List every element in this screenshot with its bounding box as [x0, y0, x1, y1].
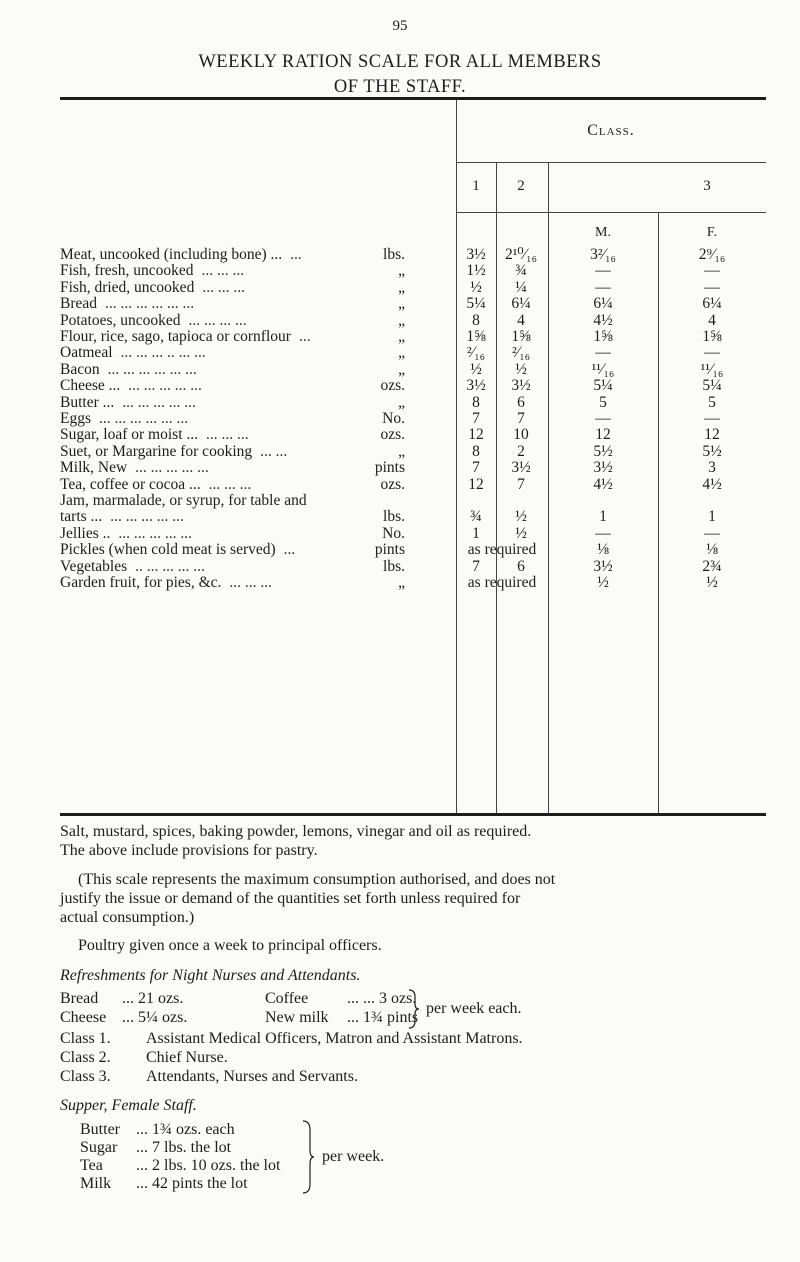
row-class-3-male-value: —: [595, 344, 611, 362]
row-unit: „: [398, 442, 405, 460]
row-class-3-male-value: 6¼: [593, 295, 613, 313]
row-class-1-value: 8: [472, 311, 480, 329]
row-class-3-male-value: —: [595, 524, 611, 542]
row-unit: lbs.: [383, 557, 405, 575]
row-item-label: Butter ...: [60, 393, 115, 411]
row-unit: „: [398, 328, 405, 345]
row-unit: „: [398, 393, 405, 411]
row-leader-dots: ... ... ... ... ...: [135, 459, 209, 477]
row-unit: „: [398, 344, 405, 362]
row-leader-dots: ...: [283, 541, 296, 559]
row-class-2-value: 3½: [511, 459, 531, 477]
column-header-1: 1: [472, 178, 480, 194]
row-class-1-value: 1: [472, 524, 480, 542]
sub-header-male: M.: [595, 225, 611, 240]
row-class-3-male-value: 12: [595, 426, 611, 444]
row-class-1-value: 8: [472, 393, 480, 411]
refreshments-per-week: per week each.: [426, 1000, 522, 1017]
row-class-3-female-value: —: [704, 524, 720, 542]
row-unit: „: [398, 295, 405, 313]
row-class-3-male-value: —: [595, 278, 611, 296]
supper-heading: Supper, Female Staff.: [60, 1097, 197, 1114]
class-1-text: Assistant Medical Officers, Matron and Assistant Matrons.: [146, 1030, 523, 1047]
row-class-3-male-value: 5¼: [593, 377, 613, 395]
row-unit: „: [398, 311, 405, 329]
row-item-label: Flour, rice, sago, tapioca or cornflour: [60, 328, 291, 345]
row-class-3-male-value: 4½: [593, 311, 613, 329]
page-title: [60, 50, 740, 100]
row-unit: ozs.: [380, 426, 405, 444]
supper-item-value: ... 7 lbs. the lot: [136, 1139, 232, 1156]
row-class-3-male-value: ½: [597, 574, 609, 591]
row-class-2-value: ½: [515, 508, 527, 526]
row-leader-dots: ... ... ... ... ...: [122, 393, 196, 411]
table-row: [0, 426, 800, 443]
row-class-2-value: 10: [513, 426, 529, 444]
cheese-value: ... 5¼ ozs.: [122, 1009, 188, 1026]
row-class-1-value: 12: [468, 475, 484, 493]
row-item-label: Bacon: [60, 360, 100, 378]
row-unit: pints: [374, 459, 405, 477]
row-class-1-value: 5¼: [466, 295, 486, 313]
table-row: [0, 574, 800, 591]
column-header-3: 3: [703, 178, 711, 194]
table-divider: [456, 162, 766, 163]
row-item-label: Bread: [60, 295, 98, 313]
supper-item-label: Sugar: [80, 1139, 118, 1156]
row-class-2-value: 7: [517, 475, 525, 493]
row-class-3-female-value: —: [704, 410, 720, 427]
row-class-3-female-value: 5½: [702, 442, 722, 460]
row-class-3-male-value: ¹¹⁄₁₆: [591, 360, 615, 378]
row-class-1-value: ½: [470, 360, 482, 378]
table-row: [0, 394, 800, 411]
row-class-2-value: ½: [515, 524, 527, 542]
supper-item-label: Butter: [80, 1121, 120, 1138]
note-scale-line-3: actual consumption.): [60, 909, 195, 926]
table-row: [0, 262, 800, 279]
note-scale-line-2: justify the issue or demand of the quantities set forth unless required for: [60, 890, 521, 907]
table-row: [0, 295, 800, 312]
table-row: [0, 279, 800, 296]
table-row: [0, 558, 800, 575]
row-class-1-2-spanning-value: as required: [467, 541, 537, 559]
note-scale-line-1: (This scale represents the maximum consumption authorised, and does not: [78, 871, 556, 888]
title-line-2: OF THE STAFF.: [333, 77, 467, 97]
row-class-2-value: 3½: [511, 377, 531, 395]
row-leader-dots: ... ... ... ... ...: [110, 508, 184, 526]
supper-item-value: ... 2 lbs. 10 ozs. the lot: [136, 1157, 281, 1174]
row-class-3-female-value: 2¾: [702, 557, 722, 575]
row-unit: ozs.: [380, 475, 405, 493]
bread-label: Bread: [60, 990, 99, 1007]
row-class-3-male-value: —: [595, 410, 611, 427]
coffee-value: ... ... 3 ozs.: [347, 990, 417, 1007]
row-unit: „: [398, 360, 405, 378]
supper-item-label: Milk: [80, 1175, 112, 1192]
row-class-2-value: 1⅝: [511, 328, 531, 345]
sub-header-female: F.: [706, 225, 718, 240]
row-leader-dots: ... ... ... ... ... ...: [99, 410, 189, 427]
row-class-3-female-value: ⅛: [706, 541, 718, 559]
row-class-1-value: 7: [472, 459, 480, 477]
row-item-label: Tea, coffee or cocoa ...: [60, 475, 201, 493]
note-pastry: The above include provisions for pastry.: [60, 842, 318, 859]
row-unit: lbs.: [383, 246, 405, 263]
row-class-3-female-value: 4: [708, 311, 716, 329]
row-item-label: Fish, fresh, uncooked: [60, 262, 194, 280]
row-class-3-female-value: 2⁹⁄₁₆: [698, 246, 726, 263]
row-class-1-value: ½: [470, 278, 482, 296]
row-class-1-value: 1½: [466, 262, 486, 280]
row-leader-dots: ... ... ... ... ... ...: [107, 360, 197, 378]
page-number: 95: [392, 18, 408, 34]
row-class-2-value: 6: [517, 393, 525, 411]
row-class-2-value: ²⁄₁₆: [511, 344, 531, 362]
row-class-1-2-spanning-value: as required: [467, 574, 537, 591]
row-item-label: Jellies ..: [60, 524, 111, 542]
row-class-3-male-value: ⅛: [597, 541, 609, 559]
row-class-1-value: 7: [472, 410, 480, 427]
table-row: [0, 410, 800, 427]
note-salt: Salt, mustard, spices, baking powder, lemons, vinegar and oil as required.: [60, 823, 532, 840]
row-class-3-female-value: 5: [708, 393, 716, 411]
row-class-3-female-value: —: [704, 262, 720, 280]
class-1-label: Class 1.: [60, 1030, 111, 1047]
bread-value: ... 21 ozs.: [122, 990, 184, 1007]
row-item-label: Potatoes, uncooked: [60, 311, 181, 329]
row-unit: „: [398, 574, 405, 591]
refreshments-heading: Refreshments for Night Nurses and Attendants.: [60, 967, 361, 984]
row-leader-dots: ... ... ...: [229, 574, 273, 591]
row-class-1-value: 7: [472, 557, 480, 575]
row-class-3-female-value: 3: [708, 459, 716, 477]
row-leader-dots: ... ... ...: [208, 475, 252, 493]
row-class-3-male-value: 5: [599, 393, 607, 411]
row-class-3-male-value: 1⅝: [593, 328, 613, 345]
row-item-label: tarts ...: [60, 508, 103, 526]
supper-item-label: Tea: [80, 1157, 103, 1174]
milk-label: New milk: [265, 1009, 329, 1026]
row-class-3-female-value: 12: [704, 426, 720, 444]
milk-value: ... 1¾ pints: [347, 1009, 419, 1026]
row-leader-dots: ... ... ... ...: [188, 311, 247, 329]
row-class-3-female-value: ½: [706, 574, 718, 591]
row-leader-dots: ... ... ... ... ... ...: [105, 295, 195, 313]
row-class-1-value: ¾: [470, 508, 482, 526]
row-unit: No.: [382, 410, 405, 427]
row-class-3-male-value: 3½: [593, 557, 613, 575]
row-class-3-male-value: —: [595, 262, 611, 280]
cheese-label: Cheese: [60, 1009, 107, 1026]
row-class-1-value: 3½: [466, 246, 486, 263]
row-class-3-male-value: 5½: [593, 442, 613, 460]
table-row: [0, 443, 800, 460]
row-unit: „: [398, 278, 405, 296]
row-leader-dots: .. ... ... ... ...: [135, 557, 205, 575]
row-class-2-value: 2: [517, 442, 525, 460]
row-item-label: Pickles (when cold meat is served): [60, 541, 276, 559]
refreshments-brace: [406, 989, 420, 1029]
row-class-2-value: 2¹⁰⁄₁₆: [504, 246, 537, 263]
row-class-3-male-value: 1: [599, 508, 607, 526]
table-row: [0, 312, 800, 329]
row-unit: pints: [374, 541, 405, 559]
row-leader-dots: ...: [290, 246, 302, 263]
row-item-label: Fish, dried, uncooked: [60, 278, 195, 296]
supper-per-week: per week.: [322, 1148, 385, 1165]
row-item-label: Suet, or Margarine for cooking: [60, 442, 253, 460]
row-class-1-value: 8: [472, 442, 480, 460]
row-class-1-value: 3½: [466, 377, 486, 395]
table-row: [0, 328, 800, 345]
row-leader-dots: ... ... ... .. ... ...: [120, 344, 206, 362]
row-class-2-value: 6: [517, 557, 525, 575]
row-class-1-value: 12: [468, 426, 484, 444]
title-line-1: WEEKLY RATION SCALE FOR ALL MEMBERS: [198, 52, 602, 72]
row-item-label: Sugar, loaf or moist ...: [60, 426, 199, 444]
row-item-label: Cheese ...: [60, 377, 121, 395]
row-class-3-male-value: 3²⁄₁₆: [590, 246, 616, 263]
row-leader-dots: ... ... ... ... ...: [118, 524, 192, 542]
table-row: [0, 508, 800, 525]
row-class-2-value: 4: [517, 311, 525, 329]
row-leader-dots: ... ... ...: [206, 426, 249, 444]
supper-brace: [300, 1120, 316, 1194]
row-class-1-value: 1⅝: [466, 328, 486, 345]
row-class-2-value: ¼: [515, 278, 527, 296]
table-row: [0, 361, 800, 378]
note-poultry: Poultry given once a week to principal officers.: [78, 937, 382, 954]
row-class-3-female-value: 6¼: [702, 295, 722, 313]
row-class-3-female-value: 1⅝: [702, 328, 722, 345]
row-class-3-female-value: ¹¹⁄₁₆: [700, 360, 724, 378]
row-class-3-female-value: —: [704, 278, 720, 296]
row-class-3-male-value: 4½: [593, 475, 613, 493]
supper-item-value: ... 1¾ ozs. each: [136, 1121, 235, 1138]
row-class-3-female-value: —: [704, 344, 720, 362]
table-row: [0, 492, 800, 509]
row-class-3-female-value: 1: [708, 508, 716, 526]
class-2-label: Class 2.: [60, 1049, 111, 1066]
table-row: [0, 246, 800, 263]
row-leader-dots: ... ... ... ... ...: [128, 377, 202, 395]
table-row: [0, 476, 800, 493]
row-unit: ozs.: [380, 377, 405, 395]
table-bottom-rule: [60, 813, 766, 816]
row-leader-dots: ... ... ...: [202, 278, 245, 296]
supper-item-value: ... 42 pints the lot: [136, 1175, 248, 1192]
row-leader-dots: ... ...: [260, 442, 288, 460]
class-2-text: Chief Nurse.: [146, 1049, 228, 1066]
row-class-3-male-value: 3½: [593, 459, 613, 477]
row-class-1-value: ²⁄₁₆: [466, 344, 486, 362]
row-item-label: Meat, uncooked (including bone) ...: [60, 246, 283, 263]
class-3-label: Class 3.: [60, 1068, 111, 1085]
table-top-rule: [60, 97, 766, 100]
row-item-label: Oatmeal: [60, 344, 113, 362]
row-item-label: Vegetables: [60, 557, 128, 575]
table-row: [0, 459, 800, 476]
row-class-3-female-value: 5¼: [702, 377, 722, 395]
row-unit: „: [398, 262, 405, 280]
row-item-label: Jam, marmalade, or syrup, for table and: [60, 492, 307, 509]
class-header: Class.: [587, 122, 635, 139]
row-class-2-value: 6¼: [511, 295, 531, 313]
column-header-2: 2: [517, 178, 525, 194]
row-class-2-value: ¾: [515, 262, 527, 280]
coffee-label: Coffee: [265, 990, 309, 1007]
table-row: [0, 344, 800, 361]
table-row: [0, 541, 800, 558]
row-item-label: Garden fruit, for pies, &c.: [60, 574, 222, 591]
row-unit: No.: [382, 524, 405, 542]
table-row: [0, 377, 800, 394]
row-item-label: Eggs: [60, 410, 91, 427]
row-leader-dots: ...: [298, 328, 311, 345]
row-unit: lbs.: [383, 508, 405, 526]
row-class-3-female-value: 4½: [702, 475, 722, 493]
row-class-2-value: ½: [515, 360, 527, 378]
row-class-2-value: 7: [517, 410, 525, 427]
class-3-text: Attendants, Nurses and Servants.: [146, 1068, 358, 1085]
row-leader-dots: ... ... ...: [201, 262, 245, 280]
table-row: [0, 525, 800, 542]
table-divider: [456, 212, 766, 213]
row-item-label: Milk, New: [60, 459, 128, 477]
